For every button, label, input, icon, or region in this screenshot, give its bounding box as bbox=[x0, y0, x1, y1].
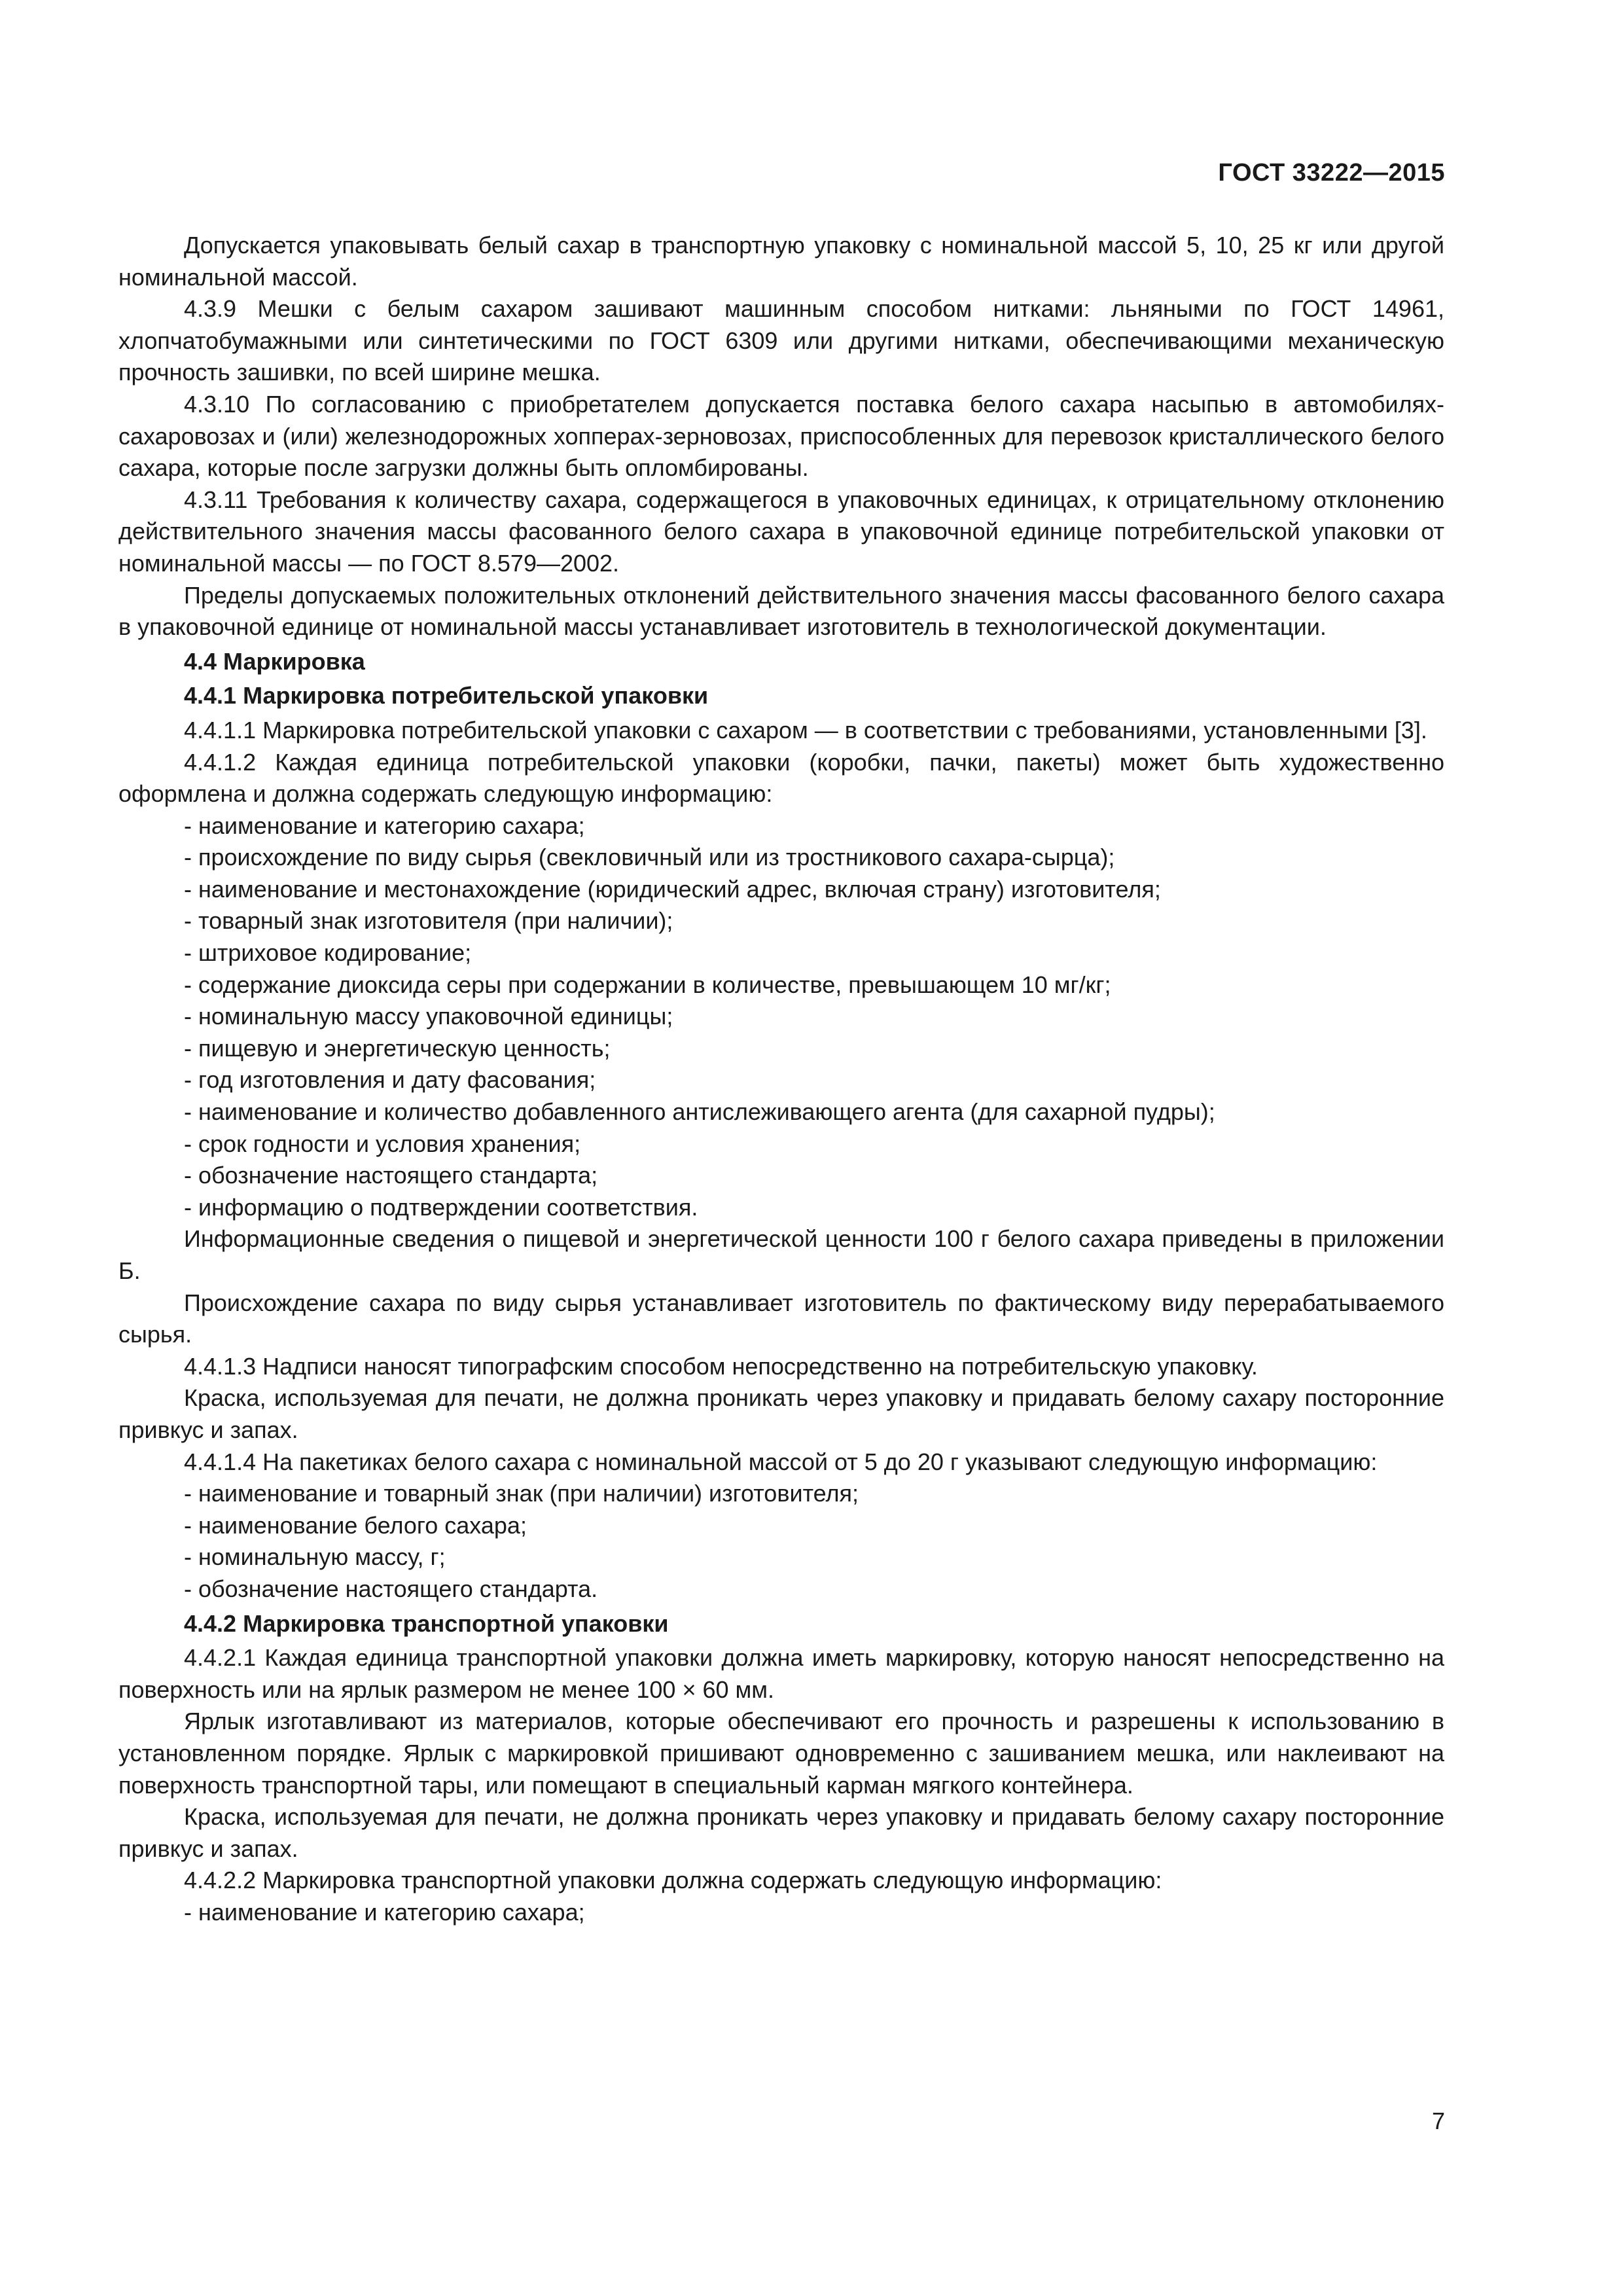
list-item: - наименование белого сахара; bbox=[184, 1511, 527, 1539]
paragraph-4-4-2-2: 4.4.2.2 Маркировка транспортной упаковки должна содержать следующую информацию: bbox=[184, 1867, 1162, 1894]
list-item: - обозначение настоящего стандарта. bbox=[184, 1575, 598, 1602]
paragraph-4-4-1-2: 4.4.1.2 Каждая единица потребительской упаковки (коробки, пачки, пакеты) может быть художественно оформлена и должна содержать следующую информацию: bbox=[118, 748, 1444, 808]
paragraph-4-4-1-3: 4.4.1.3 Надписи наносят типографским способом непосредственно на потребительскую упаковку. bbox=[184, 1352, 1258, 1380]
list-item: - срок годности и условия хранения; bbox=[184, 1130, 581, 1157]
list-item: - наименование и категорию сахара; bbox=[184, 812, 585, 839]
list-item: - информацию о подтверждении соответствия. bbox=[184, 1193, 698, 1221]
paragraph-4-3-10: 4.3.10 По согласованию с приобретателем допускается поставка белого сахара насыпью в автомобилях-сахаровозах и (или) железнодорожных хопперах-зерновозах, приспособленных для перевозок кристаллического белого сахара, которые после загрузки должны быть опломбированы. bbox=[118, 390, 1444, 482]
paragraph: Ярлык изготавливают из материалов, которые обеспечивают его прочность и разрешены к использованию в установленном порядке. Ярлык с маркировкой пришивают одновременно с зашиванием мешка, или наклеивают на поверхность транспортной тары, или помещают в специальный карман мягкого контейнера. bbox=[118, 1708, 1444, 1799]
paragraph-4-3-9: 4.3.9 Мешки с белым сахаром зашивают машинным способом нитками: льняными по ГОСТ 14961, хлопчатобумажными или синтетическими по ГОСТ 6309 или другими нитками, обеспечивающими механическую прочность зашивки, по всей ширине мешка. bbox=[118, 295, 1444, 386]
paragraph: Пределы допускаемых положительных отклонений действительного значения массы фасованного белого сахара в упаковочной единице от номинальной массы устанавливает изготовитель в технологической документации. bbox=[118, 581, 1444, 641]
paragraph: Краска, используемая для печати, не должна проникать через упаковку и придавать белому сахару посторонние привкус и запах. bbox=[118, 1803, 1444, 1862]
list-item: - происхождение по виду сырья (свекловичный или из тростникового сахара-сырца); bbox=[184, 844, 1115, 871]
section-heading-4-4-2: 4.4.2 Маркировка транспортной упаковки bbox=[184, 1609, 669, 1637]
list-item: - обозначение настоящего стандарта; bbox=[184, 1162, 598, 1189]
paragraph: Допускается упаковывать белый сахар в транспортную упаковку с номинальной массой 5, 10, 25 кг или другой номинальной массой. bbox=[118, 232, 1444, 291]
paragraph-4-3-11: 4.3.11 Требования к количеству сахара, содержащегося в упаковочных единицах, к отрицательному отклонению действительного значения массы фасованного белого сахара в упаковочной единице потребительской упаковки от номинальной массы — по ГОСТ 8.579—2002. bbox=[118, 486, 1444, 577]
section-heading-4-4-1: 4.4.1 Маркировка потребительской упаковки bbox=[184, 682, 709, 709]
list-item: - наименование и категорию сахара; bbox=[184, 1898, 585, 1926]
standard-designation-header: ГОСТ 33222—2015 bbox=[1218, 159, 1445, 187]
paragraph-4-4-1-4: 4.4.1.4 На пакетиках белого сахара с номинальной массой от 5 до 20 г указывают следующую информацию: bbox=[184, 1448, 1378, 1475]
list-item: - наименование и местонахождение (юридический адрес, включая страну) изготовителя; bbox=[184, 875, 1161, 903]
list-item: - номинальную массу, г; bbox=[184, 1543, 446, 1571]
page-body bbox=[118, 230, 1444, 1928]
list-item: - содержание диоксида серы при содержании в количестве, превышающем 10 мг/кг; bbox=[184, 971, 1111, 998]
paragraph: Происхождение сахара по виду сырья устанавливает изготовитель по фактическому виду перерабатываемого сырья. bbox=[118, 1289, 1444, 1348]
paragraph-4-4-1-1: 4.4.1.1 Маркировка потребительской упаковки с сахаром — в соответствии с требованиями, установленными [3]. bbox=[184, 716, 1427, 744]
page-number: 7 bbox=[1431, 2108, 1445, 2134]
list-item: - номинальную массу упаковочной единицы; bbox=[184, 1003, 673, 1030]
paragraph: Краска, используемая для печати, не должна проникать через упаковку и придавать белому сахару посторонние привкус и запах. bbox=[118, 1384, 1444, 1443]
list-item: - наименование и товарный знак (при наличии) изготовителя; bbox=[184, 1480, 859, 1507]
list-item: - пищевую и энергетическую ценность; bbox=[184, 1034, 611, 1062]
list-item: - наименование и количество добавленного антислеживающего агента (для сахарной пудры); bbox=[184, 1098, 1215, 1126]
section-heading-4-4: 4.4 Маркировка bbox=[184, 647, 365, 675]
paragraph: Информационные сведения о пищевой и энергетической ценности 100 г белого сахара приведены в приложении Б. bbox=[118, 1225, 1444, 1284]
list-item: - штриховое кодирование; bbox=[184, 939, 472, 967]
list-item: - год изготовления и дату фасования; bbox=[184, 1066, 596, 1094]
paragraph-4-4-2-1: 4.4.2.1 Каждая единица транспортной упаковки должна иметь маркировку, которую наносят непосредственно на поверхность или на ярлык размером не менее 100 × 60 мм. bbox=[118, 1644, 1444, 1703]
list-item: - товарный знак изготовителя (при наличии); bbox=[184, 907, 673, 935]
